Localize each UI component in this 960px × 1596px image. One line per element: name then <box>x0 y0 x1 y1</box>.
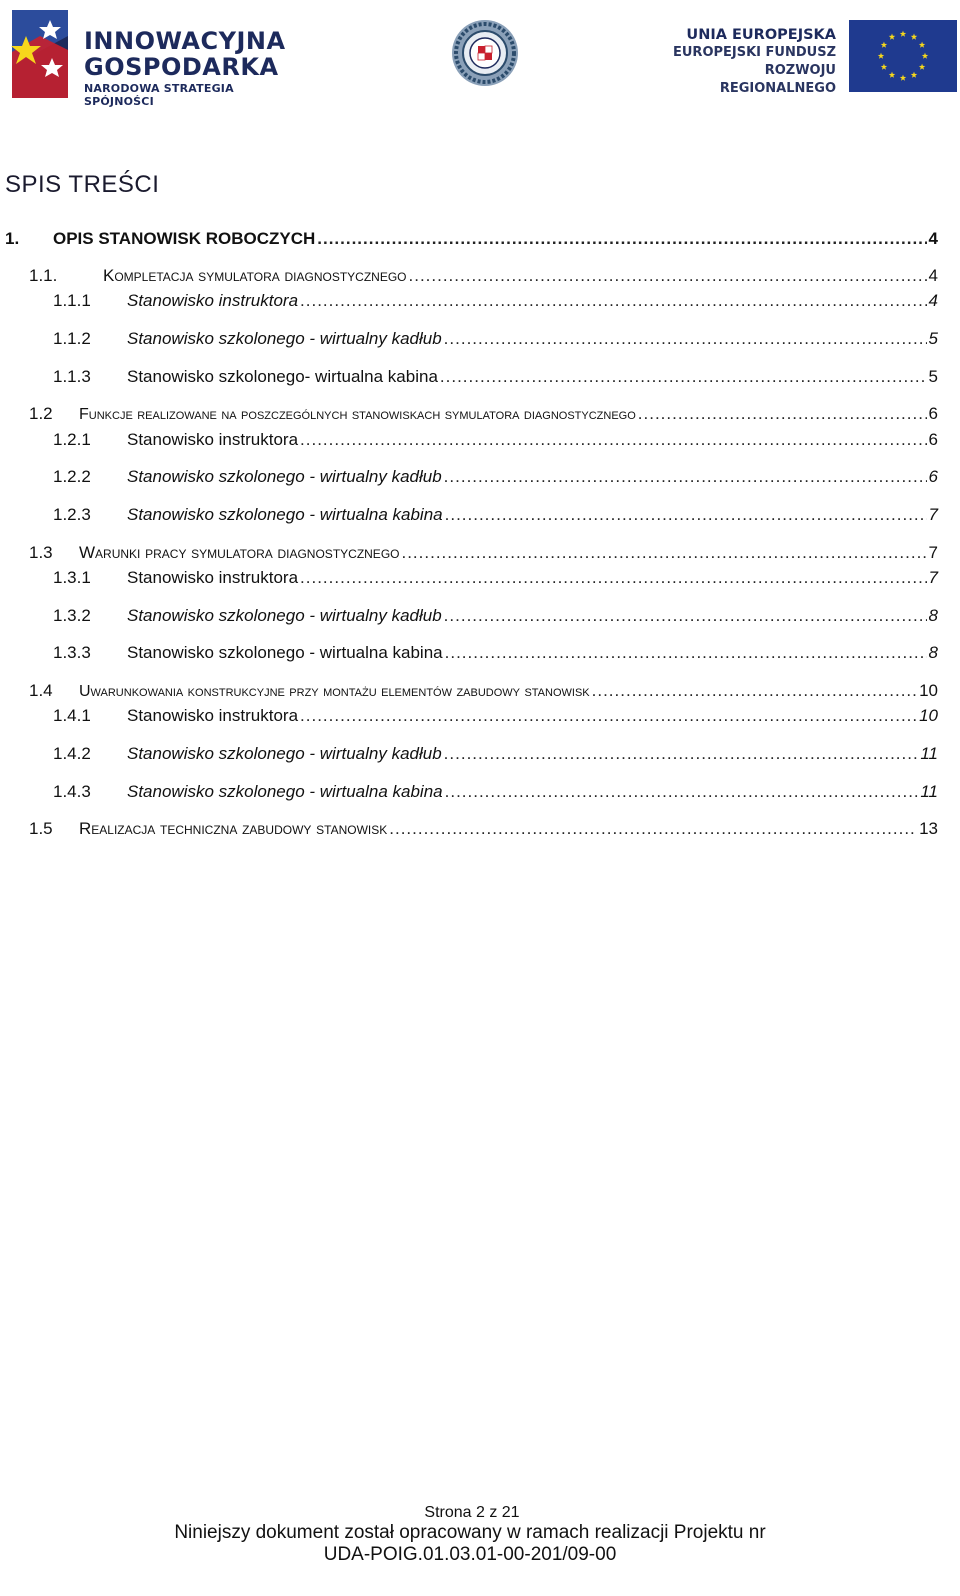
toc-entry-number: 1.4.3 <box>53 782 91 801</box>
toc-entry-number: 1.1. <box>29 266 58 285</box>
toc-entry-title: Realizacja techniczna zabudowy stanowisk <box>79 819 388 838</box>
toc-entry-1-4-2[interactable] <box>53 744 938 768</box>
toc-entry-1-4[interactable] <box>29 681 938 705</box>
toc-entry-title: Stanowisko szkolonego - wirtualny kadłub <box>127 329 442 348</box>
toc-dot-leader <box>389 819 917 839</box>
toc-dot-leader <box>409 266 927 286</box>
toc-entry-number: 1.2.3 <box>53 505 91 524</box>
toc-entry-page: 11 <box>920 782 938 801</box>
toc-entry-number: 1.2.1 <box>53 430 91 449</box>
toc-dot-leader <box>445 782 919 802</box>
toc-dot-leader <box>444 467 927 487</box>
toc-entry-number: 1.1.2 <box>53 329 91 348</box>
toc-entry-title: Stanowisko szkolonego - wirtualny kadłub <box>127 606 442 625</box>
toc-entry-page: 10 <box>919 681 938 700</box>
toc-dot-leader <box>592 681 917 701</box>
toc-entry-page: 7 <box>928 543 938 562</box>
toc-dot-leader <box>445 505 927 525</box>
ig-logo-line3: NARODOWA STRATEGIA SPÓJNOŚCI <box>84 82 234 108</box>
toc-entry-1-2[interactable] <box>29 404 938 428</box>
toc-entry-title: Stanowisko szkolonego - wirtualna kabina <box>127 643 443 662</box>
toc-dot-leader <box>638 404 927 424</box>
toc-entry-title: Stanowisko szkolonego - wirtualna kabina <box>127 505 443 524</box>
ig-logo-line1: INNOWACYJNA <box>84 27 286 55</box>
toc-entry-number: 1. <box>5 229 20 248</box>
toc-entry-title: Funkcje realizowane na poszczególnych stanowiskach symulatora diagnostycznego <box>79 406 636 423</box>
toc-entry-1-1-3[interactable] <box>53 367 938 391</box>
toc-dot-leader <box>300 568 927 588</box>
toc-entry-title: Kompletacja symulatora diagnostycznego <box>103 266 407 285</box>
toc-title: SPIS TREŚCI <box>5 171 160 198</box>
toc-entry-number: 1.1.1 <box>53 291 91 310</box>
toc-entry-1-3[interactable] <box>29 543 938 567</box>
toc-entry-title: OPIS STANOWISK ROBOCZYCH <box>53 229 316 248</box>
toc-entry-page: 6 <box>928 404 938 423</box>
toc-entry-number: 1.5 <box>29 819 53 838</box>
toc-entry-page: 13 <box>919 819 938 838</box>
toc-entry-number: 1.4.1 <box>53 706 91 725</box>
institution-emblem-icon <box>450 18 520 88</box>
page-header <box>0 0 960 110</box>
toc-entry-page: 7 <box>928 505 938 524</box>
toc-entry-page: 6 <box>928 467 938 486</box>
toc-entry-page: 4 <box>928 229 938 248</box>
toc-entry-1-4-3[interactable] <box>53 782 938 806</box>
eu-logo-line2: EUROPEJSKI FUNDUSZ <box>673 45 836 60</box>
eu-logo-line3: ROZWOJU REGIONALNEGO <box>719 63 836 96</box>
toc-dot-leader <box>401 543 926 563</box>
toc-entry-1-3-1[interactable] <box>53 568 938 592</box>
toc-entry-1-2-1[interactable] <box>53 430 938 454</box>
toc-dot-leader <box>300 430 927 450</box>
toc-entry-number: 1.2 <box>29 404 53 423</box>
toc-entry-title: Stanowisko instruktora <box>127 568 299 587</box>
toc-entry-page: 7 <box>928 568 938 587</box>
page-number: Strona 2 z 21 <box>424 1504 520 1521</box>
toc-entry-page: 5 <box>928 367 938 386</box>
toc-entry-title: Stanowisko instruktora <box>127 430 299 449</box>
toc-dot-leader <box>300 291 927 311</box>
ig-star-emblem-icon <box>6 6 76 100</box>
toc-entry-number: 1.4.2 <box>53 744 91 763</box>
toc-entry-number: 1.3.3 <box>53 643 91 662</box>
ig-logo-line2: GOSPODARKA <box>84 53 279 81</box>
toc-entry-1-3-2[interactable] <box>53 606 938 630</box>
toc-entry-page: 11 <box>920 744 938 763</box>
toc-entry-page: 4 <box>928 291 938 310</box>
toc-dot-leader <box>444 329 927 349</box>
toc-entry-number: 1.3.1 <box>53 568 91 587</box>
toc-entry-1-1[interactable] <box>29 266 938 290</box>
toc-entry-page: 8 <box>928 643 938 662</box>
innowacyjna-gospodarka-logo <box>6 6 306 108</box>
toc-dot-leader <box>445 643 927 663</box>
toc-entry-page: 5 <box>928 329 938 348</box>
toc-dot-leader <box>317 229 926 249</box>
toc-entry-1-1-2[interactable] <box>53 329 938 353</box>
eu-flag-icon <box>849 20 957 92</box>
toc-entry-page: 4 <box>928 266 938 285</box>
toc-entry-title: Stanowisko szkolonego - wirtualny kadłub <box>127 744 442 763</box>
toc-entry-title: Stanowisko instruktora <box>127 291 299 310</box>
toc-entry-title: Warunki pracy symulatora diagnostycznego <box>79 543 400 562</box>
toc-entry-1-2-2[interactable] <box>53 467 938 491</box>
toc-dot-leader <box>444 744 919 764</box>
eu-logo-line1: UNIA EUROPEJSKA <box>686 27 836 43</box>
toc-entry-number: 1.2.2 <box>53 467 91 486</box>
toc-entry-1-2-3[interactable] <box>53 505 938 529</box>
toc-entry-title: Stanowisko instruktora <box>127 706 299 725</box>
toc-entry-title: Stanowisko szkolonego- wirtualna kabina <box>127 367 438 386</box>
footer-project-line2: UDA-POIG.01.03.01-00-201/09-00 <box>323 1544 617 1565</box>
toc-entry-number: 1.1.3 <box>53 367 91 386</box>
toc-entry-title: Stanowisko szkolonego - wirtualny kadłub <box>127 467 442 486</box>
toc-entry-1-5[interactable] <box>29 819 938 843</box>
toc-dot-leader <box>440 367 927 387</box>
toc-entry-1-1-1[interactable] <box>53 291 938 315</box>
page-footer <box>0 1504 960 1566</box>
toc-entry-page: 10 <box>919 706 938 725</box>
toc-entry-number: 1.3.2 <box>53 606 91 625</box>
toc-dot-leader <box>444 606 927 626</box>
footer-project-line1: Niniejszy dokument został opracowany w ramach realizacji Projektu nr <box>174 1522 766 1543</box>
toc-entry-title: Stanowisko szkolonego - wirtualna kabina <box>127 782 443 801</box>
toc-entry-page: 6 <box>928 430 938 449</box>
toc-entry-title: Uwarunkowania konstrukcyjne przy montażu elementów zabudowy stanowisk <box>79 683 590 700</box>
toc-entry-number: 1.3 <box>29 543 53 562</box>
toc-entry-number: 1.4 <box>29 681 53 700</box>
toc-dot-leader <box>300 706 917 726</box>
eu-fund-logo-text <box>652 26 836 98</box>
toc-entry-1-4-1[interactable] <box>53 706 938 730</box>
toc-entry-1-3-3[interactable] <box>53 643 938 667</box>
toc-entry-page: 8 <box>928 606 938 625</box>
toc-entry-1[interactable] <box>5 229 938 253</box>
